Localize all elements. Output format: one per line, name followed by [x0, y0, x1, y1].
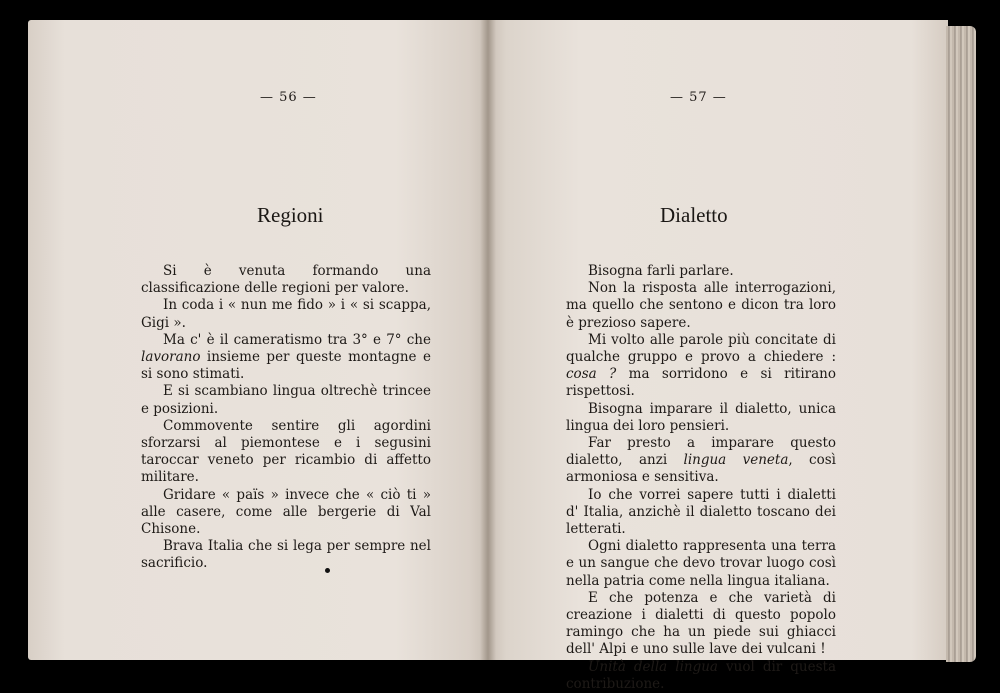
paragraph: Bisogna imparare il dialetto, unica lingua dei loro pensieri. [566, 400, 836, 434]
book-gutter [480, 20, 496, 660]
page-number-left: — 56 — [260, 90, 317, 105]
page-number-right: — 57 — [670, 90, 727, 105]
left-body-text [141, 263, 431, 573]
right-page [488, 20, 948, 692]
paragraph: Unità della lingua vuol dir questa contribuzione. [566, 658, 837, 692]
paragraph: Ogni dialetto rappresenta una terra e un sangue che devo trovar luogo così nella patria come nella lingua italiana. [566, 538, 836, 589]
paragraph: Commovente sentire gli agordini sforzarsi al piemontese e i segusini taroccar veneto per ricambio di affetto militare. [141, 417, 431, 486]
paragraph: Bisogna farli parlare. [588, 263, 734, 279]
paragraph: In coda i « nun me fido » i « si scappa, Gigi ». [141, 297, 431, 331]
ornament-dot [325, 568, 330, 573]
paragraph: Brava Italia che si lega per sempre nel sacrificio. [141, 538, 431, 572]
chapter-title-left: Regioni [257, 203, 324, 227]
right-body-text [566, 263, 836, 693]
open-book [28, 20, 978, 692]
page-edges [946, 26, 976, 662]
paragraph: Ma c' è il cameratismo tra 3° e 7° che lavorano insieme per queste montagne e si sono stimati. [141, 331, 431, 383]
paragraph: Si è venuta formando una classificazione delle regioni per valore. [141, 263, 431, 297]
paragraph: E che potenza e che varietà di creazione i dialetti di questo popolo ramingo che ha un piede sui ghiacci dell' Alpi e uno sulle lave dei vulcani ! [566, 589, 836, 658]
left-page [28, 20, 488, 660]
paragraph: Non la risposta alle interrogazioni, ma quello che sentono e dicon tra loro è prezioso sapere. [566, 280, 836, 331]
paragraph: Mi volto alle parole più concitate di qualche gruppo e provo a chiedere : cosa ? ma sorridono e si ritirano rispettosi. [566, 331, 836, 400]
paragraph: Io che vorrei sapere tutti i dialetti d' Italia, anzichè il dialetto toscano dei letterati. [566, 486, 836, 538]
paragraph: E si scambiano lingua oltrechè trincee e posizioni. [141, 383, 431, 417]
paragraph: Gridare « païs » invece che « ciò ti » alle casere, come alle bergerie di Val Chisone. [141, 486, 431, 538]
chapter-title-right: Dialetto [660, 203, 728, 227]
paragraph: Far presto a imparare questo dialetto, anzi lingua veneta, così armoniosa e sensitiva. [566, 435, 836, 486]
